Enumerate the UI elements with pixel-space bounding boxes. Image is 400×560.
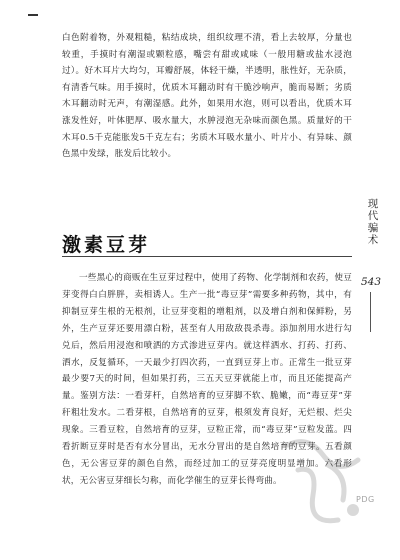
side-section-title: [366, 198, 380, 246]
side-title-char: 现: [367, 198, 379, 210]
side-title-char: 骗: [367, 222, 379, 234]
side-rule: [370, 292, 371, 332]
watermark-seal-icon: [268, 425, 378, 535]
section-heading-box: [62, 230, 352, 260]
body-paragraph: 一些黑心的商贩在生豆芽过程中，使用了药物、化学制剂和农药，使豆芽变得白白胖胖，卖相诱人。生产一批“毒豆芽”需要多种药物，其中，有抑制豆芽生根的无根剂，让豆芽变粗的增粗剂，以及增白剂和保鲜粉，另外，生产豆芽还要用漂白粉，甚至有人用敌敌畏杀毒。添加剂用水进行勾兑后，然后用浸泡和喷洒的方式渗进豆芽内。就这样洒水、打药、打药、洒水，反复循环，一天最少打四次药，一直到豆芽上市。正常生一批豆芽最少要7天的时间，但如果打药，三五天豆芽就能上市，而且还能提高产量。鉴别方法：一看芽杆，自然培育的豆芽脚不软、脆嫩，而“毒豆芽”芽秆粗壮发水。二看芽根，自然培育的豆芽，根须发育良好，无烂根、烂尖现象。三看豆粒，自然培育的豆芽，豆粒正常，而“毒豆芽”豆粒发蓝。四看折断豆芽时是否有水分冒出，无水分冒出的是自然培育的豆芽。五看颜色，无公害豆芽的颜色自然，而经过加工的豆芽亮度明显增加。六看形状，无公害豆芽细长匀称，而化学催生的豆芽长得弯曲。: [62, 273, 352, 486]
section-heading: 激素豆芽: [62, 234, 151, 256]
top-rule: [28, 14, 38, 16]
side-title-char: 代: [367, 210, 379, 222]
heading-underline: [62, 256, 352, 257]
watermark-text: PDG: [356, 495, 375, 504]
top-paragraph-block: [62, 30, 352, 163]
top-paragraph: 白色附着物，外观粗糙，粘结成块，组织纹理不清，看上去较厚，分量也较重，手摸时有潮湿或颗粒感，嘴尝有甜或咸味（一般用糖或盐水浸泡过）。好木耳片大均匀，耳瓣舒展，体轻干燥，半透明，胀性好，无杂质，有清香气味。用手摸时，优质木耳翻动时有干脆沙响声，脆而易断；劣质木耳翻动时无声，有潮湿感。此外，如果用水泡，则可以看出，优质木耳涨发性好，叶体肥厚、吸水量大，水肿浸泡无杂味而颜色黑。质量好的干木耳0.5千克能胀发5千克左右；劣质木耳吸水量小、叶片小、有异味、颜色黑中发绿，胀发后比较小。: [62, 33, 352, 160]
side-title-char: 术: [367, 234, 379, 246]
page-number: 543: [361, 276, 382, 288]
